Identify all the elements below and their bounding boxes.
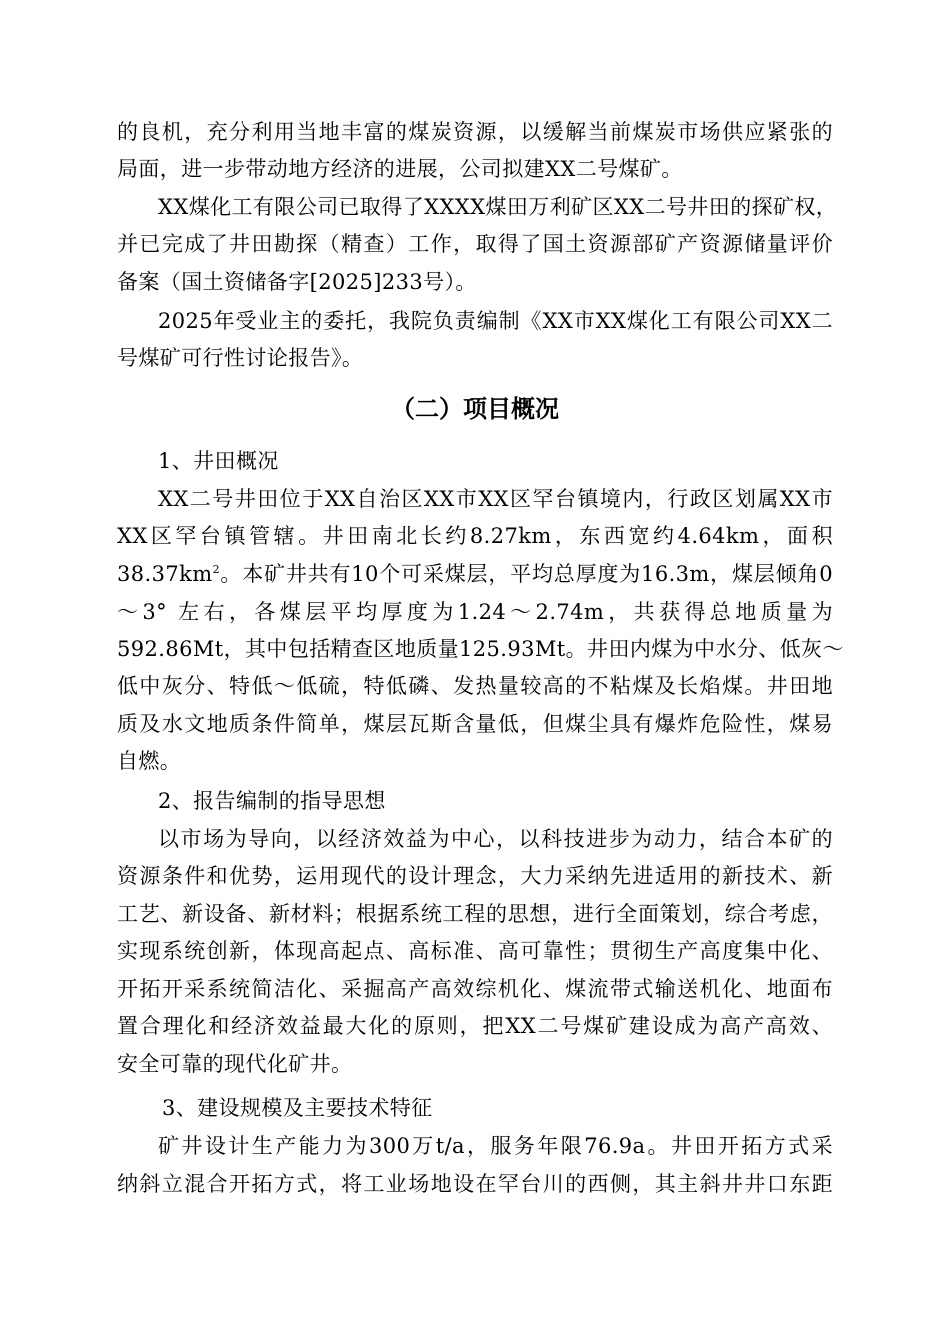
paragraph-line: 2025年受业主的委托，我院负责编制《XX市XX煤化工有限公司XX二 <box>158 309 833 333</box>
paragraph-text: 。本矿井共有10个可采煤层，平均总厚度为16.3m，煤层倾角0 <box>219 562 833 586</box>
paragraph-line: 自燃。 <box>117 749 182 773</box>
area-value: 38.37km <box>117 562 213 586</box>
section-heading: （二）项目概况 <box>391 395 559 423</box>
paragraph-line: 矿井设计生产能力为300万t/a，服务年限76.9a。井田开拓方式采 <box>158 1134 833 1158</box>
paragraph-line: 资源条件和优势，运用现代的设计理念，大力采纳先进适用的新技术、新 <box>117 864 833 888</box>
subsection-heading: 1、井田概况 <box>158 449 279 473</box>
paragraph-line: 质及水文地质条件简单，煤层瓦斯含量低，但煤尘具有爆炸危险性，煤易 <box>117 712 833 736</box>
paragraph-line: 安全可靠的现代化矿井。 <box>117 1052 353 1076</box>
paragraph-line: 以市场为导向，以经济效益为中心，以科技进步为动力，结合本矿的 <box>158 827 833 851</box>
paragraph-line: 置合理化和经济效益最大化的原则，把XX二号煤矿建设成为高产高效、 <box>117 1014 833 1038</box>
paragraph-line: 工艺、新设备、新材料；根据系统工程的思想，进行全面策划，综合考虑， <box>117 902 833 926</box>
paragraph-line: 纳斜立混合开拓方式，将工业场地设在罕台川的西侧，其主斜井井口东距 <box>117 1172 833 1196</box>
paragraph-line: 实现系统创新，体现高起点、高标准、高可靠性；贯彻生产高度集中化、 <box>117 939 833 963</box>
superscript: 2 <box>212 563 220 576</box>
paragraph-line: 局面，进一步带动地方经济的进展，公司拟建XX二号煤矿。 <box>117 157 683 181</box>
paragraph-line: XX区罕台镇管辖。井田南北长约8.27km，东西宽约4.64km，面积 <box>117 524 833 548</box>
paragraph-line: 开拓开采系统简洁化、采掘高产高效综机化、煤流带式输送机化、地面布 <box>117 977 833 1001</box>
paragraph-line: 并已完成了井田勘探（精查）工作，取得了国土资源部矿产资源储量评价 <box>117 232 833 256</box>
paragraph-line: ～3° 左右，各煤层平均厚度为1.24～2.74m，共获得总地质量为 <box>117 600 833 624</box>
paragraph-line: XX煤化工有限公司已取得了XXXX煤田万利矿区XX二号井田的探矿权， <box>158 195 838 219</box>
paragraph-line: 号煤矿可行性讨论报告》。 <box>117 346 364 370</box>
paragraph-line: 备案（国土资储备字[2025]233号）。 <box>117 270 477 294</box>
paragraph-line: XX二号井田位于XX自治区XX市XX区罕台镇境内，行政区划属XX市 <box>158 487 833 511</box>
paragraph-line: 592.86Mt，其中包括精查区地质量125.93Mt。井田内煤为中水分、低灰～ <box>117 637 844 661</box>
paragraph-line: 低中灰分、特低～低硫，特低磷、发热量较高的不粘煤及长焰煤。井田地 <box>117 674 833 698</box>
subsection-heading: 2、报告编制的指导思想 <box>158 789 386 813</box>
paragraph-line <box>117 556 833 592</box>
paragraph-line: 的良机，充分利用当地丰富的煤炭资源，以缓解当前煤炭市场供应紧张的 <box>117 120 833 144</box>
subsection-heading: 3、建设规模及主要技术特征 <box>162 1096 433 1120</box>
